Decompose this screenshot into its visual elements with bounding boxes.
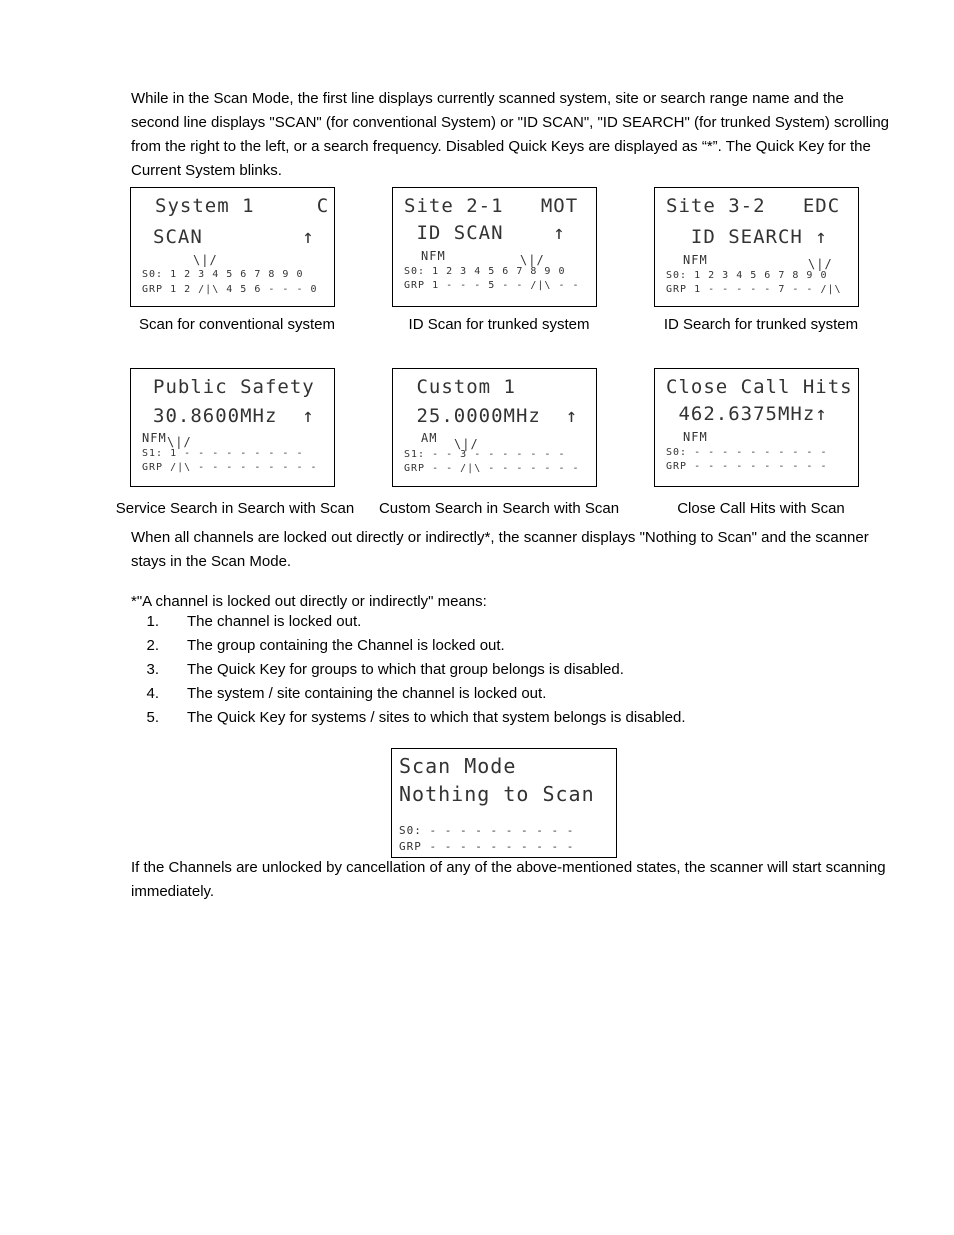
caption-close-call: Close Call Hits with Scan — [677, 500, 845, 517]
lcd-line1: Site 2-1 MOT — [404, 195, 579, 217]
lcd-quickkey-row1: S0: - - - - - - - - - - — [399, 824, 575, 837]
lcd-quickkey-row2: GRP - - - - - - - - - - — [399, 840, 575, 853]
list-item — [131, 682, 686, 706]
lcd-line2: 462.6375MHz↑ — [666, 403, 828, 425]
list-text: The Quick Key for groups to which that group belongs is disabled. — [187, 661, 624, 678]
closing-paragraph: If the Channels are unlocked by cancellation of any of the above-mentioned states, the scanner will start scanning immediately. — [131, 859, 886, 900]
lcd-line1: Public Safety — [153, 376, 315, 398]
lcd-blink-indicator: \|/ — [167, 435, 192, 449]
lcd-modulation: AM — [421, 431, 438, 445]
lcd-line2: Nothing to Scan — [399, 782, 595, 806]
lcd-line2: ID SCAN ↑ — [404, 222, 566, 244]
lcd-modulation: NFM — [142, 431, 167, 445]
lcd-quickkey-row2: GRP 1 - - - 5 - - /|\ - - — [404, 280, 580, 291]
lcd-line1: Custom 1 — [404, 376, 516, 398]
lcd-line2: 30.8600MHz ↑ — [153, 405, 315, 427]
lcd-modulation: NFM — [683, 430, 708, 444]
lcd-line1: Close Call Hits — [666, 376, 853, 398]
list-number: 3. — [146, 661, 159, 678]
list-item — [131, 610, 686, 634]
lcd-quickkey-row1: S0: - - - - - - - - - - — [666, 447, 828, 458]
caption-id-scan: ID Scan for trunked system — [408, 316, 590, 333]
lcd-modulation: NFM — [683, 253, 708, 267]
list-text: The group containing the Channel is locked out. — [187, 637, 505, 654]
lcd-line2: 25.0000MHz ↑ — [404, 405, 579, 427]
list-item — [131, 658, 686, 682]
lcd-blink-indicator: \|/ — [520, 253, 545, 267]
list-number: 2. — [146, 637, 159, 654]
list-text: The Quick Key for systems / sites to which that system belongs is disabled. — [187, 709, 686, 726]
caption-service-search: Service Search in Search with Scan — [115, 500, 355, 517]
list-text: The channel is locked out. — [187, 613, 362, 630]
lcd-blink-indicator: \|/ — [808, 257, 833, 271]
lcd-blink-indicator: \|/ — [454, 437, 479, 451]
list-item — [131, 706, 686, 730]
caption-id-search: ID Search for trunked system — [663, 316, 859, 333]
list-number: 5. — [146, 709, 159, 726]
lcd-line1: Site 3-2 EDC — [666, 195, 841, 217]
lcd-quickkey-row1: S0: 1 2 3 4 5 6 7 8 9 0 — [142, 269, 304, 280]
lcd-line1: Scan Mode — [399, 754, 517, 778]
lcd-display-id-scan — [392, 187, 597, 307]
caption-custom-search: Custom Search in Search with Scan — [378, 500, 620, 517]
lcd-blink-indicator: \|/ — [193, 253, 218, 267]
lcd-quickkey-row1: S1: 1 - - - - - - - - - — [142, 448, 304, 459]
caption-scan-conventional: Scan for conventional system — [139, 316, 335, 333]
lcd-quickkey-row2: GRP 1 - - - - - 7 - - /|\ — [666, 284, 842, 295]
lcd-line1: System 1 C — [155, 195, 330, 217]
locked-out-conditions-list — [131, 610, 686, 730]
lcd-quickkey-row1: S1: - - 3 - - - - - - - — [404, 449, 566, 460]
list-number: 4. — [146, 685, 159, 702]
intro-paragraph: While in the Scan Mode, the first line displays currently scanned system, site or search range name and the second line displays "SCAN" (for conventional System) or "ID SCAN", "ID SEARCH" (for trunked System) scrolling from the right to the left, or a search frequency. Disabled Quick Keys are displayed as “*”. The Quick Key for the Current System blinks. — [131, 90, 890, 179]
lcd-line2: ID SEARCH ↑ — [666, 226, 828, 248]
locked-out-paragraph: When all channels are locked out directly or indirectly*, the scanner displays "Nothing to Scan" and the scanner stays in the Scan Mode. — [131, 529, 869, 570]
lcd-display-service-search — [130, 368, 335, 487]
lcd-display-id-search — [654, 187, 859, 307]
lcd-display-nothing-to-scan — [391, 748, 617, 858]
lcd-line2: SCAN ↑ — [153, 226, 315, 248]
list-number: 1. — [146, 613, 159, 630]
lcd-display-scan-conventional — [130, 187, 335, 307]
lcd-quickkey-row2: GRP - - /|\ - - - - - - - — [404, 463, 580, 474]
list-item — [131, 634, 686, 658]
lcd-display-custom-search — [392, 368, 597, 487]
lcd-display-close-call — [654, 368, 859, 487]
lcd-modulation: NFM — [421, 249, 446, 263]
lcd-quickkey-row1: S0: 1 2 3 4 5 6 7 8 9 0 — [404, 266, 566, 277]
lcd-quickkey-row1: S0: 1 2 3 4 5 6 7 8 9 0 — [666, 270, 828, 281]
footnote-heading: *"A channel is locked out directly or indirectly" means: — [131, 593, 487, 610]
lcd-quickkey-row2: GRP - - - - - - - - - - — [666, 461, 828, 472]
lcd-quickkey-row2: GRP 1 2 /|\ 4 5 6 - - - 0 — [142, 284, 318, 295]
lcd-quickkey-row2: GRP /|\ - - - - - - - - - — [142, 462, 318, 473]
list-text: The system / site containing the channel is locked out. — [187, 685, 547, 702]
